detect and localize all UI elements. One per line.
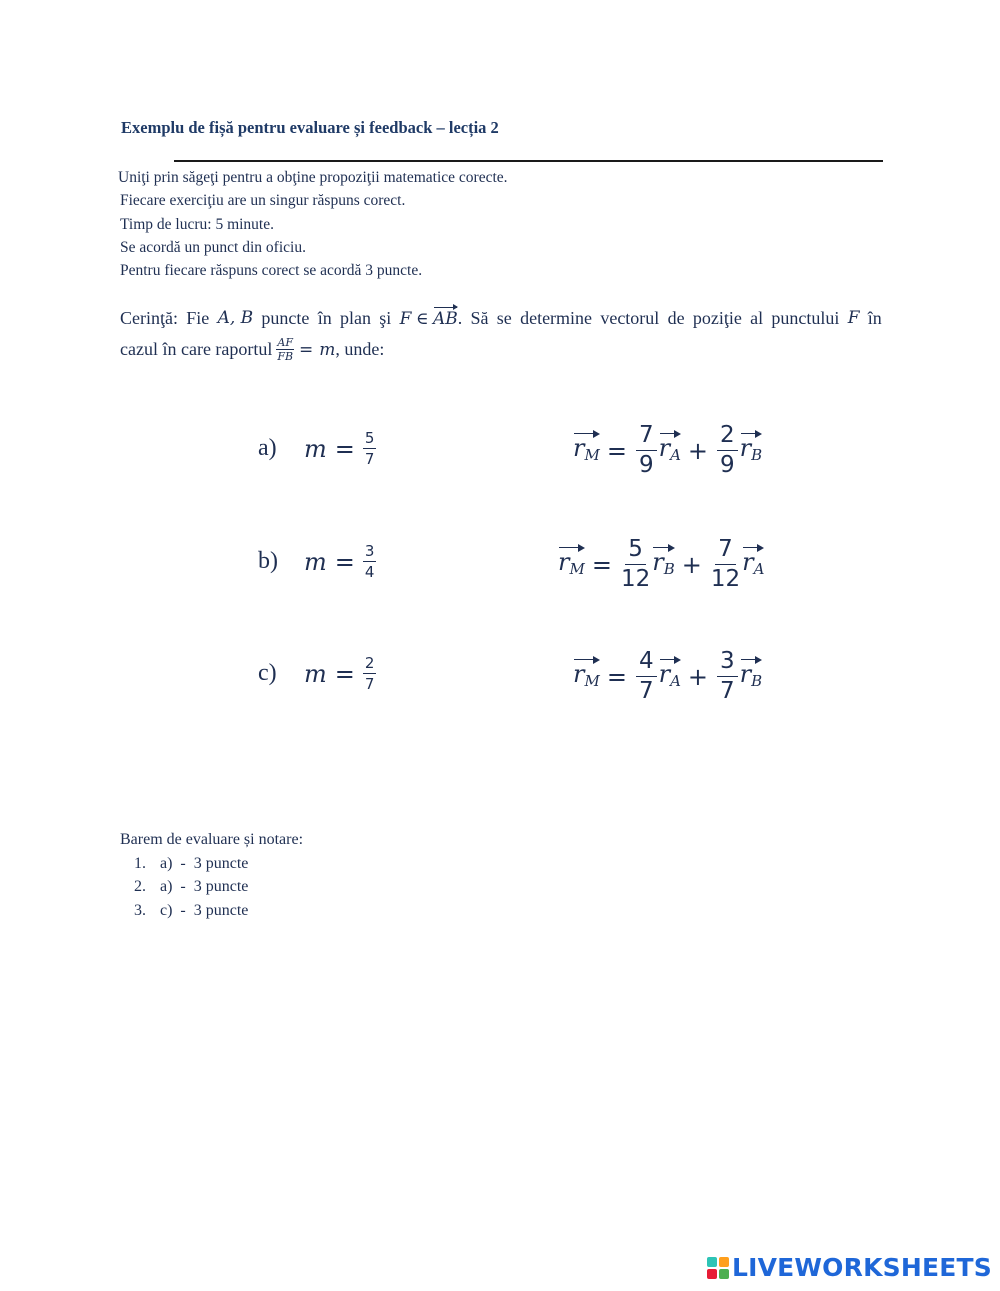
- option-equals: =: [334, 547, 355, 576]
- vector-symbol: r: [573, 660, 585, 688]
- task-punct: .: [457, 308, 463, 328]
- ratio-numerator: AF: [277, 336, 293, 349]
- coefficient-fraction: [711, 537, 740, 592]
- option-fraction: [363, 543, 377, 580]
- coefficient-fraction: [717, 423, 738, 478]
- vector-subscript: M: [569, 560, 585, 578]
- grading-scheme: [120, 828, 303, 922]
- page-title: Exemplu de fișă pentru evaluare și feedback – lecția 2: [121, 118, 499, 137]
- vector-subscript: B: [751, 446, 763, 464]
- logo-tile: [707, 1257, 717, 1267]
- task-line-1: [120, 308, 882, 329]
- task-word: punctului: [771, 308, 840, 328]
- task-word: Fie: [186, 308, 210, 328]
- task-word: de: [667, 308, 685, 328]
- task-condition: [400, 308, 463, 329]
- equals-sign: =: [299, 339, 314, 360]
- task-word: în: [867, 308, 882, 328]
- task-var-f: F: [847, 308, 860, 328]
- option-a[interactable]: [258, 430, 376, 467]
- logo-tile: [719, 1269, 729, 1279]
- vector-symbol: r: [573, 434, 585, 462]
- vector-symbol: r: [652, 548, 664, 576]
- option-numerator: 2: [364, 654, 375, 672]
- option-denominator: 7: [364, 450, 375, 468]
- instruction-line: Pentru fiecare răspuns corect se acordă 3 puncte.: [120, 262, 423, 280]
- vector-symbol: r: [742, 548, 754, 576]
- option-var: m: [304, 659, 327, 688]
- vector-r-m: [573, 433, 600, 468]
- fraction-numerator: 2: [717, 423, 738, 451]
- instructions: [118, 166, 508, 282]
- grading-list: [120, 852, 303, 923]
- instruction-line: Timp de lucru: 5 minute.: [120, 215, 274, 233]
- option-denominator: 7: [364, 675, 375, 693]
- task-line-2-prefix: cazul în care raportul: [120, 339, 273, 359]
- vector-r-m: [573, 659, 600, 694]
- vector-subscript: A: [670, 672, 681, 690]
- vector-symbol: r: [739, 660, 752, 688]
- task-word: plan: [339, 308, 371, 328]
- equals-sign: =: [606, 662, 627, 691]
- task-word: Să: [470, 308, 489, 328]
- answer-formula-2[interactable]: [558, 537, 764, 592]
- task-var-f: F: [399, 309, 412, 329]
- task-word: Cerinţă:: [120, 308, 178, 328]
- logo-tiles-icon: [707, 1257, 729, 1279]
- vector-ab: AB: [432, 309, 458, 329]
- grading-item: 3. c) - 3 puncte: [150, 899, 303, 923]
- option-denominator: 4: [364, 563, 375, 581]
- task-word: determine: [520, 308, 593, 328]
- vector-symbol: r: [658, 434, 671, 462]
- vector-r: [652, 547, 675, 582]
- fraction-denominator: 12: [620, 566, 651, 592]
- grading-item: 1. a) - 3 puncte: [150, 852, 303, 876]
- instruction-line: Se acordă un punct din oficiu.: [120, 238, 306, 256]
- logo-text: LIVEWORKSHEETS: [731, 1253, 992, 1282]
- task-word: în: [317, 308, 332, 328]
- fraction-denominator: 9: [638, 452, 654, 478]
- coefficient-fraction: [636, 423, 657, 478]
- option-numerator: 3: [364, 542, 375, 560]
- task-word: puncte: [261, 308, 310, 328]
- option-label: c): [258, 660, 277, 686]
- fraction-numerator: 4: [636, 649, 657, 677]
- option-numerator: 5: [364, 429, 375, 447]
- fraction-denominator: 12: [710, 566, 741, 592]
- option-label: b): [258, 548, 278, 574]
- coefficient-fraction: [717, 649, 738, 704]
- plus-sign: +: [681, 550, 702, 579]
- option-c[interactable]: [258, 655, 376, 692]
- fraction-numerator: 5: [625, 537, 646, 565]
- task-word: şi: [379, 308, 392, 328]
- option-equals: =: [334, 659, 355, 688]
- instruction-line: Fiecare exerciţiu are un singur răspuns corect.: [120, 192, 406, 210]
- vector-symbol: r: [558, 548, 570, 576]
- vector-subscript: B: [663, 560, 675, 578]
- task-statement: [120, 308, 890, 362]
- vector-r: [740, 659, 763, 694]
- ratio-denominator: FB: [277, 350, 294, 363]
- vector-subscript: M: [584, 672, 600, 690]
- vector-subscript: M: [584, 446, 600, 464]
- vector-subscript: A: [753, 560, 765, 578]
- option-equals: =: [334, 434, 355, 463]
- fraction-numerator: 7: [636, 423, 657, 451]
- task-word: poziţie: [692, 308, 742, 328]
- task-points-ab: A, B: [217, 308, 254, 328]
- fraction-numerator: 7: [715, 537, 736, 565]
- vector-r: [740, 433, 763, 468]
- task-word: vectorul: [600, 308, 660, 328]
- task-line-2-suffix: , unde:: [335, 339, 385, 359]
- option-var: m: [304, 547, 327, 576]
- equals-sign: =: [591, 550, 612, 579]
- fraction-numerator: 3: [717, 649, 738, 677]
- fraction-denominator: 7: [720, 678, 735, 704]
- vector-r: [659, 433, 681, 468]
- vector-subscript: A: [670, 446, 681, 464]
- fraction-denominator: 9: [720, 452, 735, 478]
- vector-symbol: r: [739, 434, 752, 462]
- vector-r: [659, 659, 681, 694]
- option-fraction: [363, 430, 377, 467]
- coefficient-fraction: [621, 537, 650, 592]
- option-var: m: [304, 434, 327, 463]
- task-word: al: [750, 308, 764, 328]
- answer-formula-3[interactable]: [573, 649, 762, 704]
- answer-formula-1[interactable]: [573, 423, 762, 478]
- title-underline: [174, 160, 883, 162]
- grading-item: 2. a) - 3 puncte: [150, 875, 303, 899]
- equals-sign: =: [606, 436, 627, 465]
- plus-sign: +: [687, 662, 709, 691]
- logo-tile: [707, 1269, 717, 1279]
- element-of-symbol: ∈: [415, 309, 429, 329]
- ratio-fraction: [276, 337, 294, 362]
- task-line-2: [120, 337, 890, 362]
- task-word: se: [496, 308, 512, 328]
- vector-symbol: r: [658, 660, 671, 688]
- fraction-denominator: 7: [638, 678, 654, 704]
- logo-tile: [719, 1257, 729, 1267]
- option-b[interactable]: [258, 543, 376, 580]
- vector-subscript: B: [751, 672, 763, 690]
- liveworksheets-logo: [707, 1253, 992, 1282]
- option-fraction: [363, 655, 377, 692]
- coefficient-fraction: [636, 649, 657, 704]
- vector-r: [742, 547, 764, 582]
- instruction-line: Uniţi prin săgeţi pentru a obţine propoziţii matematice corecte.: [118, 169, 508, 186]
- option-label: a): [258, 435, 277, 461]
- task-var-m: m: [319, 339, 336, 360]
- vector-r-m: [558, 547, 585, 582]
- grading-heading: Barem de evaluare și notare:: [120, 831, 304, 848]
- plus-sign: +: [687, 436, 709, 465]
